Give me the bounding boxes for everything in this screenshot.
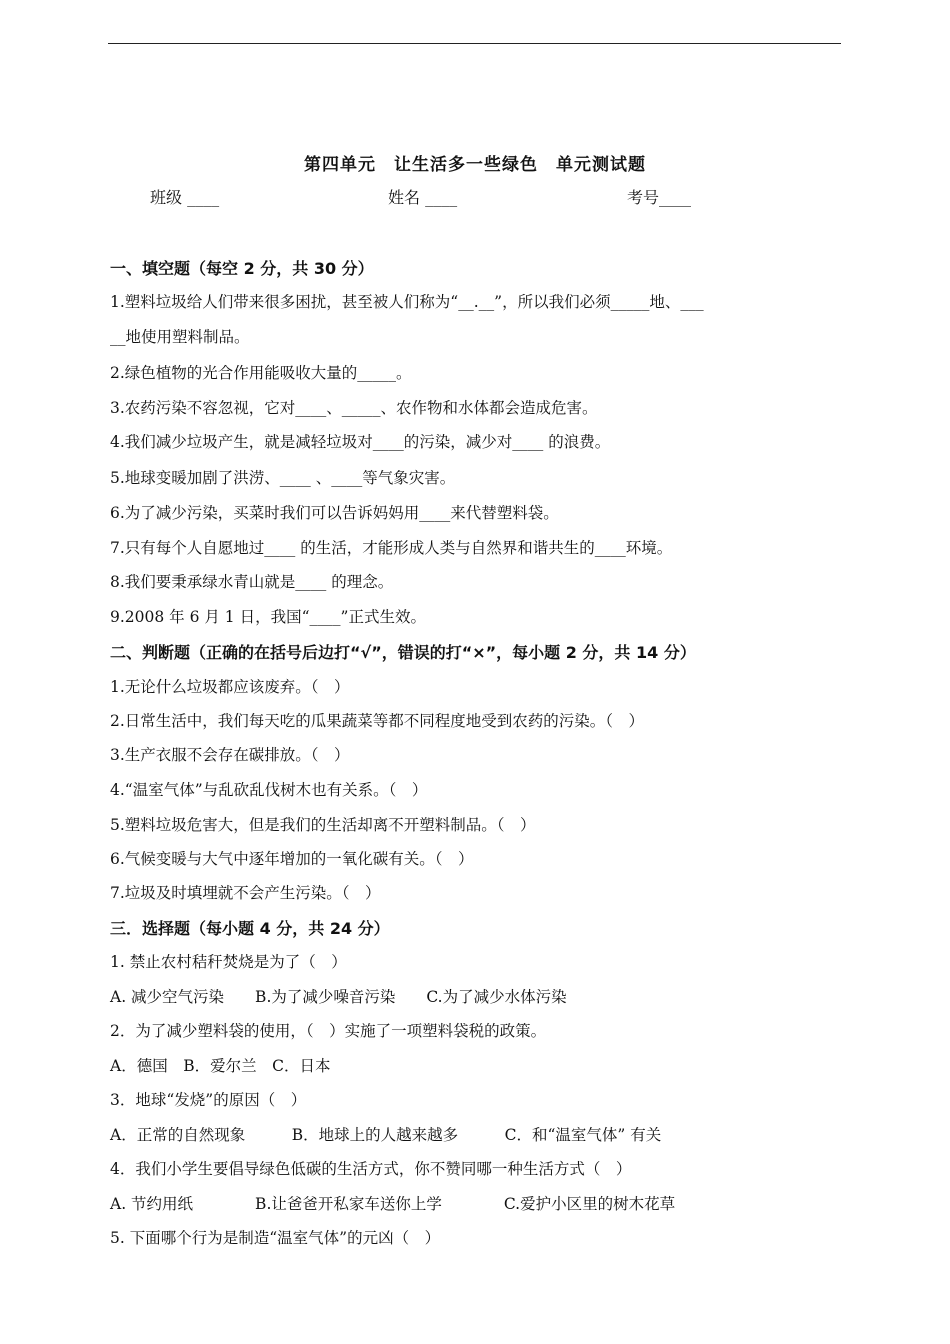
choice-options-1: A. 减少空气污染 B.为了减少噪音污染 C.为了减少水体污染 [110, 988, 567, 1006]
choice-question-5: 5. 下面哪个行为是制造“温室气体”的元凶（ ） [110, 1229, 441, 1247]
fill-question-4: 4.我们减少垃圾产生，就是减轻垃圾对____的污染，减少对____ 的浪费。 [110, 433, 611, 451]
page-title: 第四单元 让生活多一些绿色 单元测试题 [304, 155, 646, 175]
number-field: 考号____ [627, 188, 692, 207]
section-heading-fill: 一、填空题（每空 2 分，共 30 分） [110, 259, 374, 278]
judge-question-4: 4.“温室气体”与乱砍乱伐树木也有关系。（ ） [110, 781, 428, 799]
section-heading-choice: 三．选择题（每小题 4 分，共 24 分） [110, 919, 390, 938]
fill-question-6: 6.为了减少污染，买菜时我们可以告诉妈妈用____来代替塑料袋。 [110, 504, 559, 522]
choice-options-4: A. 节约用纸 B.让爸爸开私家车送你上学 C.爱护小区里的树木花草 [110, 1195, 676, 1213]
choice-question-1: 1. 禁止农村秸秆焚烧是为了（ ） [110, 953, 347, 971]
name-field: 姓名 ____ [388, 188, 458, 207]
class-field: 班级 ____ [150, 188, 220, 207]
judge-question-7: 7.垃圾及时填埋就不会产生污染。（ ） [110, 884, 381, 902]
judge-question-5: 5.塑料垃圾危害大，但是我们的生活却离不开塑料制品。（ ） [110, 816, 536, 834]
judge-question-3: 3.生产衣服不会存在碳排放。（ ） [110, 746, 350, 764]
fill-question-2: 2.绿色植物的光合作用能吸收大量的_____。 [110, 364, 412, 382]
section-heading-judge: 二、判断题（正确的在括号后边打“√”，错误的打“×”，每小题 2 分，共 14 分） [110, 643, 696, 662]
choice-options-2: A．德国 B．爱尔兰 C．日本 [110, 1057, 331, 1075]
fill-question-1a: 1.塑料垃圾给人们带来很多困扰，甚至被人们称为“__.__”，所以我们必须_____地、___ [110, 293, 704, 311]
choice-question-4: 4．我们小学生要倡导绿色低碳的生活方式，你不赞同哪一种生活方式（ ） [110, 1160, 632, 1178]
choice-question-3: 3．地球“发烧”的原因（ ） [110, 1091, 307, 1109]
choice-question-2: 2．为了减少塑料袋的使用，（ ）实施了一项塑料袋税的政策。 [110, 1022, 547, 1040]
fill-question-5: 5.地球变暖加剧了洪涝、____ 、____等气象灾害。 [110, 469, 456, 487]
header-rule [108, 43, 841, 44]
judge-question-1: 1.无论什么垃圾都应该废弃。（ ） [110, 678, 350, 696]
choice-options-3: A．正常的自然现象 B．地球上的人越来越多 C．和“温室气体” 有关 [110, 1126, 662, 1144]
fill-question-1b: __地使用塑料制品。 [110, 328, 250, 346]
fill-question-3: 3.农药污染不容忽视，它对____、_____、农作物和水体都会造成危害。 [110, 399, 598, 417]
fill-question-9: 9.2008 年 6 月 1 日，我国“____”正式生效。 [110, 608, 426, 626]
judge-question-2: 2.日常生活中，我们每天吃的瓜果蔬菜等都不同程度地受到农药的污染。（ ） [110, 712, 645, 730]
fill-question-8: 8.我们要秉承绿水青山就是____ 的理念。 [110, 573, 394, 591]
fill-question-7: 7.只有每个人自愿地过____ 的生活，才能形成人类与自然界和谐共生的____环境。 [110, 539, 673, 557]
judge-question-6: 6.气候变暖与大气中逐年增加的一氧化碳有关。（ ） [110, 850, 474, 868]
